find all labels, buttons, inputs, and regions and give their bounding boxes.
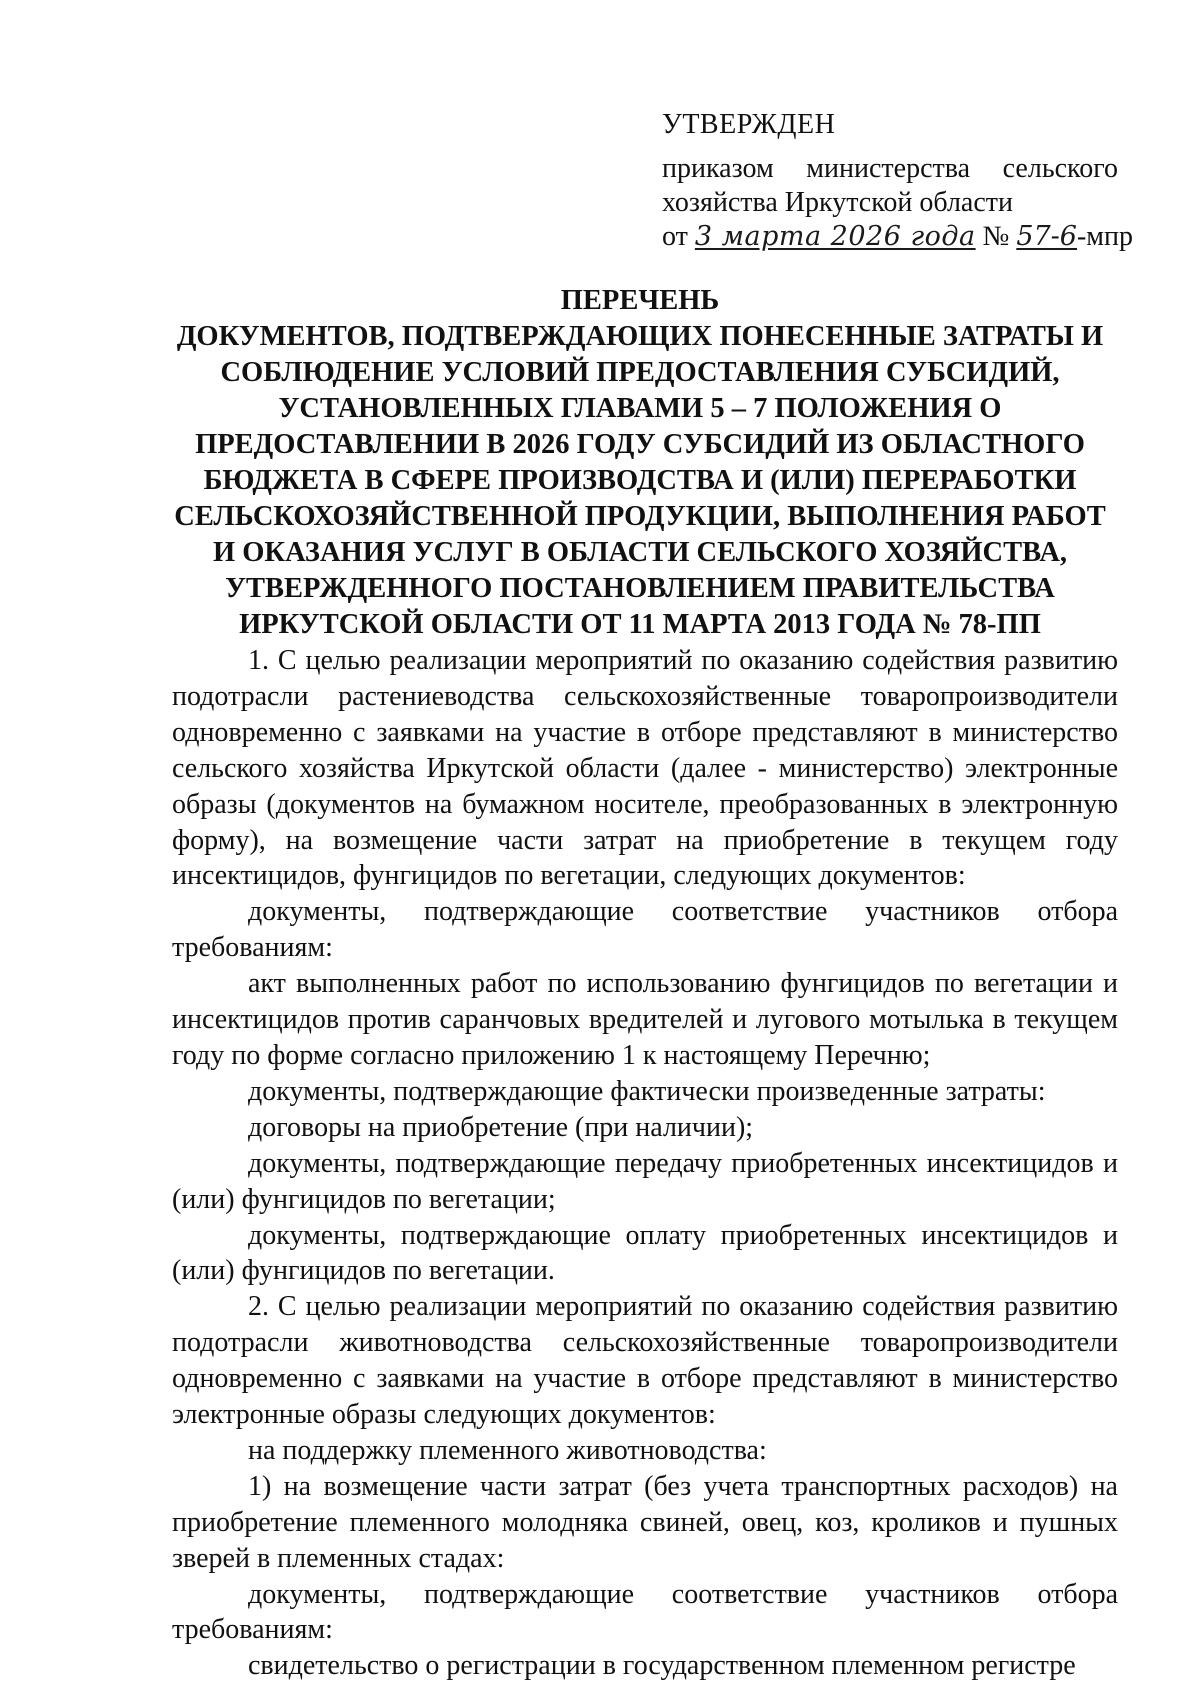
paragraph-1: 1. С целью реализации мероприятий по оказанию содействия развитию подотрасли растениеводства сельскохозяйственные товаропроизводители одновременно с заявками на участие в отборе представляют в министерство сельского хозяйства Иркутской области (далее - министерство) электронные образы (документов на бумажном носителе, преобразованных в электронную форму), на возмещение части затрат на приобретение в текущем году инсектицидов, фунгицидов по вегетации, следующих документов: (172, 645, 1118, 892)
handwritten-number: 57-6 (1016, 221, 1077, 252)
paragraph-11: документы, подтверждающие соответствие участников отбора требованиям: (172, 1578, 1118, 1646)
document-heading (170, 283, 1110, 643)
handwritten-date: 3 марта 2026 года (694, 221, 976, 252)
paragraph-7: документы, подтверждающие оплату приобретенных инсектицидов и (или) фунгицидов по вегетации. (172, 1219, 1118, 1287)
heading-subtitle: ДОКУМЕНТОВ, ПОДТВЕРЖДАЮЩИХ ПОНЕСЕННЫЕ ЗАТРАТЫ И СОБЛЮДЕНИЕ УСЛОВИЙ ПРЕДОСТАВЛЕНИЯ СУБСИДИЙ, УСТАНОВЛЕННЫХ ГЛАВАМИ 5 – 7 ПОЛОЖЕНИЯ О ПРЕДОСТАВЛЕНИИ В 2026 ГОДУ СУБСИДИЙ ИЗ ОБЛАСТНОГО БЮДЖЕТА В СФЕРЕ ПРОИЗВОДСТВА И (ИЛИ) ПЕРЕРАБОТКИ СЕЛЬСКОХОЗЯЙСТВЕННОЙ ПРОДУКЦИИ, ВЫПОЛНЕНИЯ РАБОТ И ОКАЗАНИЯ УСЛУГ В ОБЛАСТИ СЕЛЬСКОГО ХОЗЯЙСТВА, УТВЕРЖДЕННОГО ПОСТАНОВЛЕНИЕМ ПРАВИТЕЛЬСТВА ИРКУТСКОЙ ОБЛАСТИ ОТ 11 МАРТА 2013 ГОДА № 78-ПП (174, 321, 1106, 640)
approval-title: УТВЕРЖДЕН (662, 109, 836, 140)
document-body (172, 643, 1118, 1684)
date-prefix: от (662, 221, 688, 252)
paragraph-9: на поддержку племенного животноводства: (248, 1434, 767, 1466)
approval-ministry-line: хозяйства Иркутской области (662, 187, 1013, 218)
paragraph-4: документы, подтверждающие фактически произведенные затраты: (248, 1075, 1046, 1107)
approval-block (662, 108, 1134, 254)
paragraph-12: свидетельство о регистрации в государственном племенном регистре (248, 1650, 1076, 1682)
paragraph-3: акт выполненных работ по использованию фунгицидов по вегетации и инсектицидов против саранчовых вредителей и лугового мотылька в текущем году по форме согласно приложению 1 к настоящему Перечню; (172, 968, 1118, 1071)
paragraph-5: договоры на приобретение (при наличии); (248, 1111, 754, 1143)
paragraph-8: 2. С целью реализации мероприятий по оказанию содействия развитию подотрасли животноводства сельскохозяйственные товаропроизводители одновременно с заявками на участие в отборе представляют в министерство электронные образы следующих документов: (172, 1291, 1118, 1431)
paragraph-2: документы, подтверждающие соответствие участников отбора требованиям: (172, 896, 1118, 964)
number-prefix: № (982, 221, 1010, 252)
paragraph-6: документы, подтверждающие передачу приобретенных инсектицидов и (или) фунгицидов по вегетации; (172, 1147, 1118, 1215)
heading-title: ПЕРЕЧЕНЬ (560, 285, 720, 316)
approval-order-line: приказом министерства сельского (662, 153, 1118, 184)
number-suffix: -мпр (1076, 221, 1134, 252)
approval-date-number-line (662, 220, 1134, 254)
paragraph-10: 1) на возмещение части затрат (без учета транспортных расходов) на приобретение племенного молодняка свиней, овец, коз, кроликов и пушных зверей в племенных стадах: (172, 1470, 1118, 1574)
